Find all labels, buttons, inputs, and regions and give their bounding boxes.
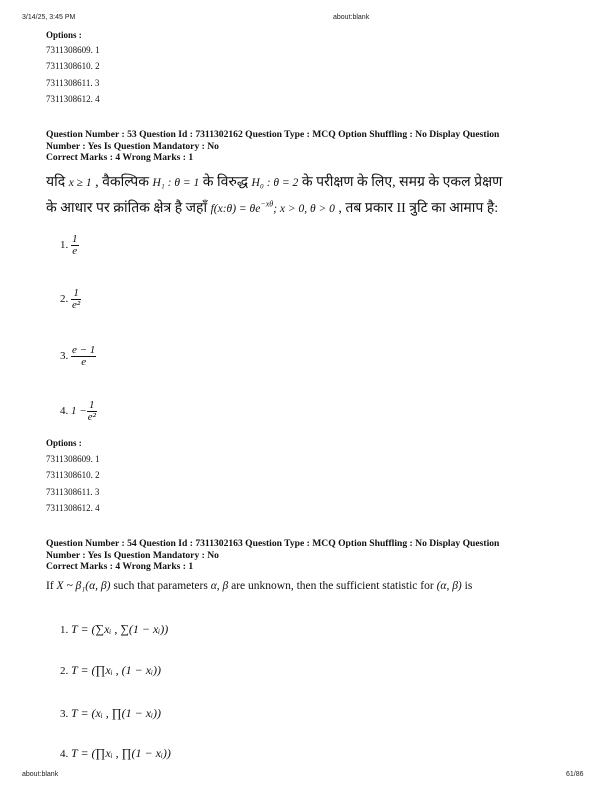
q54-header-line1: Question Number : 54 Question Id : 7311302163 Question Type : MCQ Option Shuffling : No Display Question <box>46 538 500 549</box>
fraction <box>71 234 79 257</box>
fraction <box>87 400 97 423</box>
top-option-id: 7311308612. 4 <box>46 94 100 104</box>
q54-option-1 <box>60 622 168 637</box>
option-number: 4. <box>60 748 69 760</box>
q54-header <box>46 538 499 573</box>
option-expression: T = (∑xᵢ , ∑(1 − xᵢ)) <box>71 622 169 636</box>
q53-option-id: 7311308609. 1 <box>46 454 100 464</box>
numerator: 1 <box>72 233 78 245</box>
option-expression: T = (∏xᵢ , ∏(1 − xᵢ)) <box>71 746 171 760</box>
q53-header-line2: Number : Yes Is Question Mandatory : No <box>46 140 219 152</box>
numerator: 1 <box>87 400 97 412</box>
q54-math: X ~ β₁(α, β) <box>56 580 111 592</box>
q54-text-fragment: such that parameters <box>113 580 208 592</box>
q53-text-fragment: , तब प्रकार II त्रुटि का आमाप है: <box>338 201 499 216</box>
q53-option-id: 7311308611. 3 <box>46 487 100 497</box>
q53-option-1 <box>60 234 79 257</box>
q53-header-line1: Question Number : 53 Question Id : 7311302162 Question Type : MCQ Option Shuffling : No Display Question <box>46 129 500 140</box>
q53-text-fragment: के विरुद्ध <box>202 175 249 190</box>
q53-math-sup: −xθ <box>260 199 274 209</box>
option-number: 2. <box>60 293 69 306</box>
print-page-count: 61/86 <box>566 771 584 778</box>
denominator: e <box>81 356 87 368</box>
q53-option-3 <box>60 345 96 368</box>
q54-text-fragment: If <box>46 580 54 592</box>
q53-header <box>46 129 499 164</box>
option-number: 1. <box>60 239 69 252</box>
option-prefix: 1 − <box>71 405 87 418</box>
q53-math: f(x:θ) = θe <box>210 203 261 215</box>
q53-marks: Correct Marks : 4 Wrong Marks : 1 <box>46 152 194 163</box>
q54-math: (α, β) <box>436 580 462 592</box>
q54-text-fragment: are unknown, then the sufficient statistic for <box>231 580 434 592</box>
numerator: 1 <box>71 288 81 300</box>
top-option-id: 7311308610. 2 <box>46 61 100 71</box>
fraction <box>71 345 96 368</box>
q54-text <box>46 580 472 592</box>
option-number: 1. <box>60 624 69 636</box>
fraction <box>71 288 81 311</box>
top-options-heading: Options : <box>46 30 82 40</box>
denominator: e <box>72 245 78 257</box>
option-expression: T = (xᵢ , ∏(1 − xᵢ)) <box>71 706 161 720</box>
print-timestamp: 3/14/25, 3:45 PM <box>22 14 76 21</box>
q53-math: H₁ : θ = 1 <box>152 177 200 189</box>
q54-math: α, β <box>210 580 229 592</box>
print-url-bottom: about:blank <box>22 771 59 778</box>
q54-option-4 <box>60 746 171 761</box>
q53-text-line1 <box>46 172 502 191</box>
q53-options-heading: Options : <box>46 438 82 448</box>
q53-option-4 <box>60 400 97 423</box>
numerator: e − 1 <box>72 344 96 356</box>
option-expression: T = (∏xᵢ , (1 − xᵢ)) <box>71 663 161 677</box>
top-option-id: 7311308611. 3 <box>46 78 100 88</box>
q53-text-line2 <box>46 198 498 217</box>
q54-header-line2: Number : Yes Is Question Mandatory : No <box>46 549 219 561</box>
q53-option-id: 7311308610. 2 <box>46 470 100 480</box>
option-number: 2. <box>60 665 69 677</box>
denominator: e² <box>72 299 81 311</box>
option-number: 4. <box>60 405 69 418</box>
denominator: e² <box>87 411 96 423</box>
q53-text-fragment: के आधार पर क्रांतिक क्षेत्र है जहाँ <box>46 201 208 216</box>
q53-math: ; x > 0, θ > 0 <box>273 203 335 215</box>
q53-text-fragment: के परीक्षण के लिए, समग्र के एकल प्रेक्षण <box>301 175 503 190</box>
print-url-top: about:blank <box>333 14 370 21</box>
q53-text-fragment: यदि <box>46 175 66 190</box>
q54-text-fragment: is <box>464 580 473 592</box>
q54-marks: Correct Marks : 4 Wrong Marks : 1 <box>46 561 194 572</box>
q54-option-3 <box>60 706 161 721</box>
q53-option-id: 7311308612. 4 <box>46 503 100 513</box>
option-number: 3. <box>60 708 69 720</box>
q53-math: H₀ : θ = 2 <box>251 177 299 189</box>
q53-text-fragment: , वैकल्पिक <box>95 175 149 190</box>
top-option-id: 7311308609. 1 <box>46 45 100 55</box>
q53-math: x ≥ 1 <box>68 177 92 189</box>
option-number: 3. <box>60 350 69 363</box>
q53-option-2 <box>60 288 81 311</box>
q54-option-2 <box>60 663 161 678</box>
